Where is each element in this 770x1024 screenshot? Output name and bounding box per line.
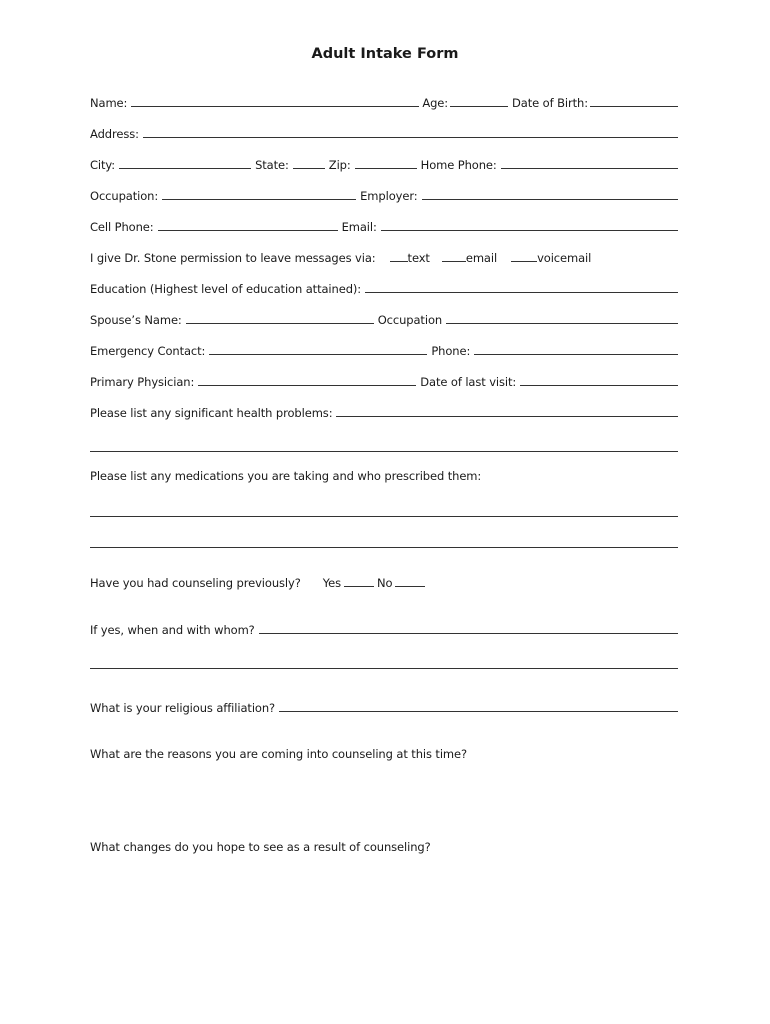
name-field[interactable]: [131, 106, 419, 107]
medications-row-3: [90, 533, 678, 551]
employer-label: Employer:: [360, 189, 418, 203]
city-label: City:: [90, 158, 116, 172]
dob-field[interactable]: [590, 106, 678, 107]
reasons-label: What are the reasons you are coming into counseling at this time?: [90, 747, 468, 761]
address-field[interactable]: [143, 137, 678, 138]
if-yes-label: If yes, when and with whom?: [90, 623, 255, 637]
last-visit-field[interactable]: [520, 385, 678, 386]
yes-field[interactable]: [344, 586, 374, 587]
if-yes-field[interactable]: [259, 633, 678, 634]
page-title: Adult Intake Form: [311, 46, 459, 62]
medications-row: [90, 465, 678, 483]
physician-row: [90, 371, 678, 389]
spouse-occupation-label: Occupation: [377, 313, 443, 327]
permission-row: [90, 247, 678, 265]
education-row: [90, 278, 678, 296]
city-field[interactable]: [119, 168, 251, 169]
changes-label: What changes do you hope to see as a result of counseling?: [90, 840, 431, 854]
occupation-row: [90, 185, 678, 203]
state-field[interactable]: [293, 168, 325, 169]
medications-row-2: [90, 502, 678, 520]
spouse-occupation-field[interactable]: [446, 323, 678, 324]
text-option-label: text: [407, 251, 430, 265]
dob-label: Date of Birth:: [512, 96, 588, 110]
health-problems-field-2[interactable]: [90, 451, 678, 452]
if-yes-row: [90, 619, 678, 637]
health-problems-field[interactable]: [336, 416, 678, 417]
education-field[interactable]: [365, 292, 678, 293]
last-visit-label: Date of last visit:: [420, 375, 517, 389]
name-label: Name:: [90, 96, 128, 110]
voicemail-option-field[interactable]: [511, 261, 537, 262]
email-label: Email:: [341, 220, 377, 234]
health-problems-label: Please list any significant health problems:: [90, 406, 333, 420]
religion-label: What is your religious affiliation?: [90, 701, 276, 715]
changes-row: [90, 836, 678, 854]
cell-row: [90, 216, 678, 234]
if-yes-field-2[interactable]: [90, 668, 678, 669]
address-label: Address:: [90, 127, 139, 141]
medications-label: Please list any medications you are taking and who prescribed them:: [90, 469, 482, 483]
email-option-field[interactable]: [442, 261, 466, 262]
if-yes-row-2: [90, 654, 678, 672]
reasons-row: [90, 743, 678, 761]
health-row-2: [90, 437, 678, 455]
spouse-name-label: Spouse’s Name:: [90, 313, 182, 327]
state-label: State:: [255, 158, 289, 172]
email-option-label: email: [465, 251, 498, 265]
zip-field[interactable]: [355, 168, 417, 169]
email-field[interactable]: [381, 230, 678, 231]
cell-phone-label: Cell Phone:: [90, 220, 154, 234]
home-phone-field[interactable]: [501, 168, 678, 169]
home-phone-label: Home Phone:: [420, 158, 497, 172]
medications-field-2[interactable]: [90, 547, 678, 548]
cell-phone-field[interactable]: [158, 230, 338, 231]
emergency-row: [90, 340, 678, 358]
health-row: [90, 402, 678, 420]
address-row: [90, 123, 678, 141]
name-row: [90, 92, 678, 110]
emergency-contact-label: Emergency Contact:: [90, 344, 206, 358]
occupation-field[interactable]: [162, 199, 356, 200]
emergency-contact-field[interactable]: [209, 354, 427, 355]
permission-label: I give Dr. Stone permission to leave messages via:: [90, 251, 376, 265]
education-label: Education (Highest level of education attained):: [90, 282, 362, 296]
spouse-name-field[interactable]: [186, 323, 374, 324]
city-row: [90, 154, 678, 172]
no-field[interactable]: [395, 586, 425, 587]
yes-label: Yes: [322, 576, 341, 590]
text-option-field[interactable]: [390, 261, 408, 262]
physician-field[interactable]: [198, 385, 416, 386]
medications-field-1[interactable]: [90, 516, 678, 517]
counseling-label: Have you had counseling previously?: [90, 576, 301, 590]
age-label: Age:: [422, 96, 449, 110]
emergency-phone-field[interactable]: [474, 354, 678, 355]
religion-row: [90, 697, 678, 715]
no-label: No: [376, 576, 393, 590]
counseling-row: [90, 572, 678, 590]
voicemail-option-label: voicemail: [537, 251, 592, 265]
spouse-row: [90, 309, 678, 327]
religion-field[interactable]: [279, 711, 678, 712]
age-field[interactable]: [450, 106, 508, 107]
zip-label: Zip:: [328, 158, 351, 172]
physician-label: Primary Physician:: [90, 375, 195, 389]
employer-field[interactable]: [422, 199, 678, 200]
occupation-label: Occupation:: [90, 189, 159, 203]
emergency-phone-label: Phone:: [431, 344, 471, 358]
